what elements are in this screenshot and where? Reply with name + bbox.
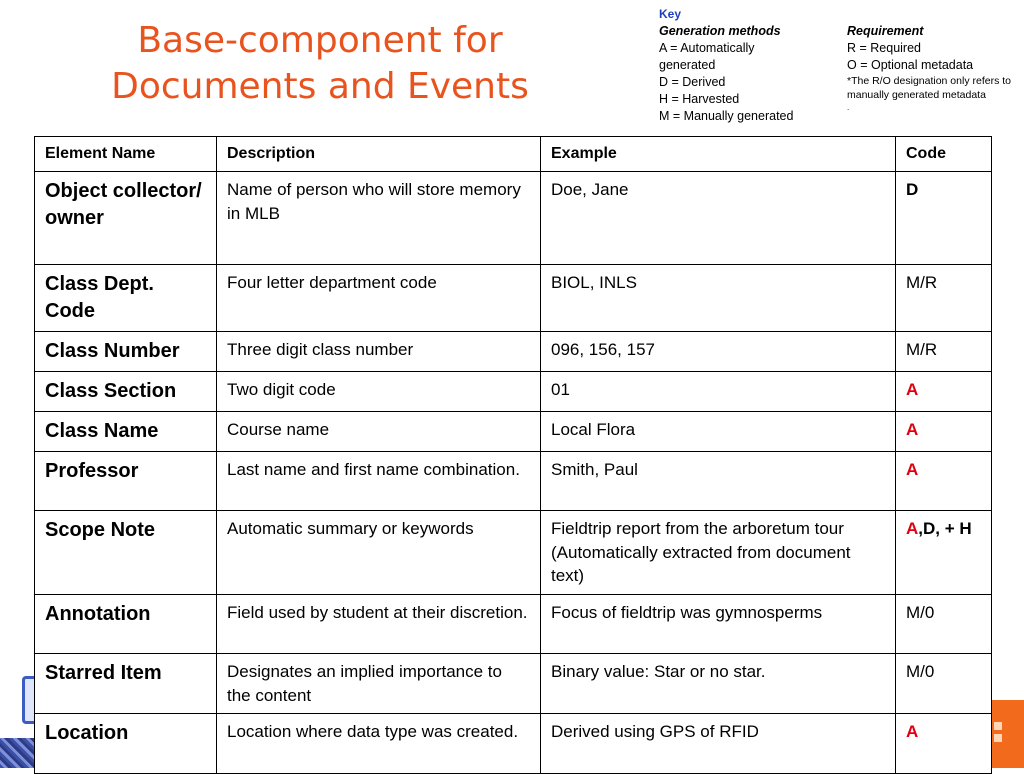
colon-glyph-icon — [994, 722, 1002, 730]
cell-code — [896, 511, 992, 595]
table-row — [35, 332, 992, 372]
table-row — [35, 595, 992, 654]
cell-description: Four letter department code — [217, 265, 541, 332]
cell-description: Automatic summary or keywords — [217, 511, 541, 595]
generation-item-h: H = Harvested — [659, 92, 740, 106]
cell-code: M/R — [896, 265, 992, 332]
cell-example: Smith, Paul — [541, 452, 896, 511]
cell-element-name: Class Name — [35, 412, 217, 452]
generation-item-d: D = Derived — [659, 75, 726, 89]
requirement-heading: Requirement — [847, 24, 924, 38]
slide-title-line-2: Documents and Events — [111, 66, 529, 107]
cell-description: Three digit class number — [217, 332, 541, 372]
requirement-item-o: O = Optional metadata — [847, 58, 974, 72]
cell-element-name: Location — [35, 714, 217, 774]
table-row — [35, 172, 992, 265]
cell-example: Binary value: Star or no star. — [541, 654, 896, 714]
table-row — [35, 511, 992, 595]
cell-description: Designates an implied importance to the content — [217, 654, 541, 714]
header-code: Code — [896, 137, 992, 172]
table-row — [35, 452, 992, 511]
cell-example: Local Flora — [541, 412, 896, 452]
cell-example: 01 — [541, 372, 896, 412]
cell-code: D — [896, 172, 992, 265]
cell-description: Two digit code — [217, 372, 541, 412]
cell-description: Name of person who will store memory in MLB — [217, 172, 541, 265]
cell-element-name: Class Number — [35, 332, 217, 372]
cell-example: Focus of fieldtrip was gymnosperms — [541, 595, 896, 654]
cell-element-name: Annotation — [35, 595, 217, 654]
slide-title-line-1: Base-component for — [137, 20, 503, 61]
requirement-note: *The R/O designation only refers to manually generated metadata — [847, 75, 1012, 101]
table-row — [35, 265, 992, 332]
requirement-item-r: R = Required — [847, 41, 921, 55]
cell-element-name: Scope Note — [35, 511, 217, 595]
cell-element-name: Professor — [35, 452, 217, 511]
table-row — [35, 714, 992, 774]
cell-code: A — [896, 412, 992, 452]
cell-code: A — [896, 714, 992, 774]
table-row — [35, 654, 992, 714]
generation-methods-heading: Generation methods — [659, 24, 781, 38]
cell-description: Course name — [217, 412, 541, 452]
header-element-name: Element Name — [35, 137, 217, 172]
key-heading: Key — [659, 7, 682, 21]
table-header-row — [35, 137, 992, 172]
cell-code: A — [896, 372, 992, 412]
generation-item-a: A = Automatically generated — [659, 41, 755, 72]
cell-code: A — [896, 452, 992, 511]
cell-element-name: Class Dept. Code — [35, 265, 217, 332]
table-row — [35, 412, 992, 452]
requirement-dot: . — [847, 103, 850, 112]
metadata-table — [34, 136, 992, 774]
cell-description: Field used by student at their discretion. — [217, 595, 541, 654]
cell-code: M/0 — [896, 654, 992, 714]
cell-description: Location where data type was created. — [217, 714, 541, 774]
cell-example: Doe, Jane — [541, 172, 896, 265]
key-generation-methods — [659, 23, 839, 125]
header-description: Description — [217, 137, 541, 172]
header-example: Example — [541, 137, 896, 172]
slide-title — [40, 18, 600, 110]
key-requirement — [847, 23, 1022, 114]
generation-item-m: M = Manually generated — [659, 109, 794, 123]
code-part-rest: ,D, + H — [918, 519, 972, 538]
table-row — [35, 372, 992, 412]
cell-element-name: Object collector/ owner — [35, 172, 217, 265]
cell-example: Fieldtrip report from the arboretum tour (Automatically extracted from document text) — [541, 511, 896, 595]
cell-example: Derived using GPS of RFID — [541, 714, 896, 774]
cell-element-name: Class Section — [35, 372, 217, 412]
cell-code: M/R — [896, 332, 992, 372]
cell-code: M/0 — [896, 595, 992, 654]
cell-description: Last name and first name combination. — [217, 452, 541, 511]
cell-example: BIOL, INLS — [541, 265, 896, 332]
cell-example: 096, 156, 157 — [541, 332, 896, 372]
cell-element-name: Starred Item — [35, 654, 217, 714]
code-part-a: A — [906, 519, 919, 538]
